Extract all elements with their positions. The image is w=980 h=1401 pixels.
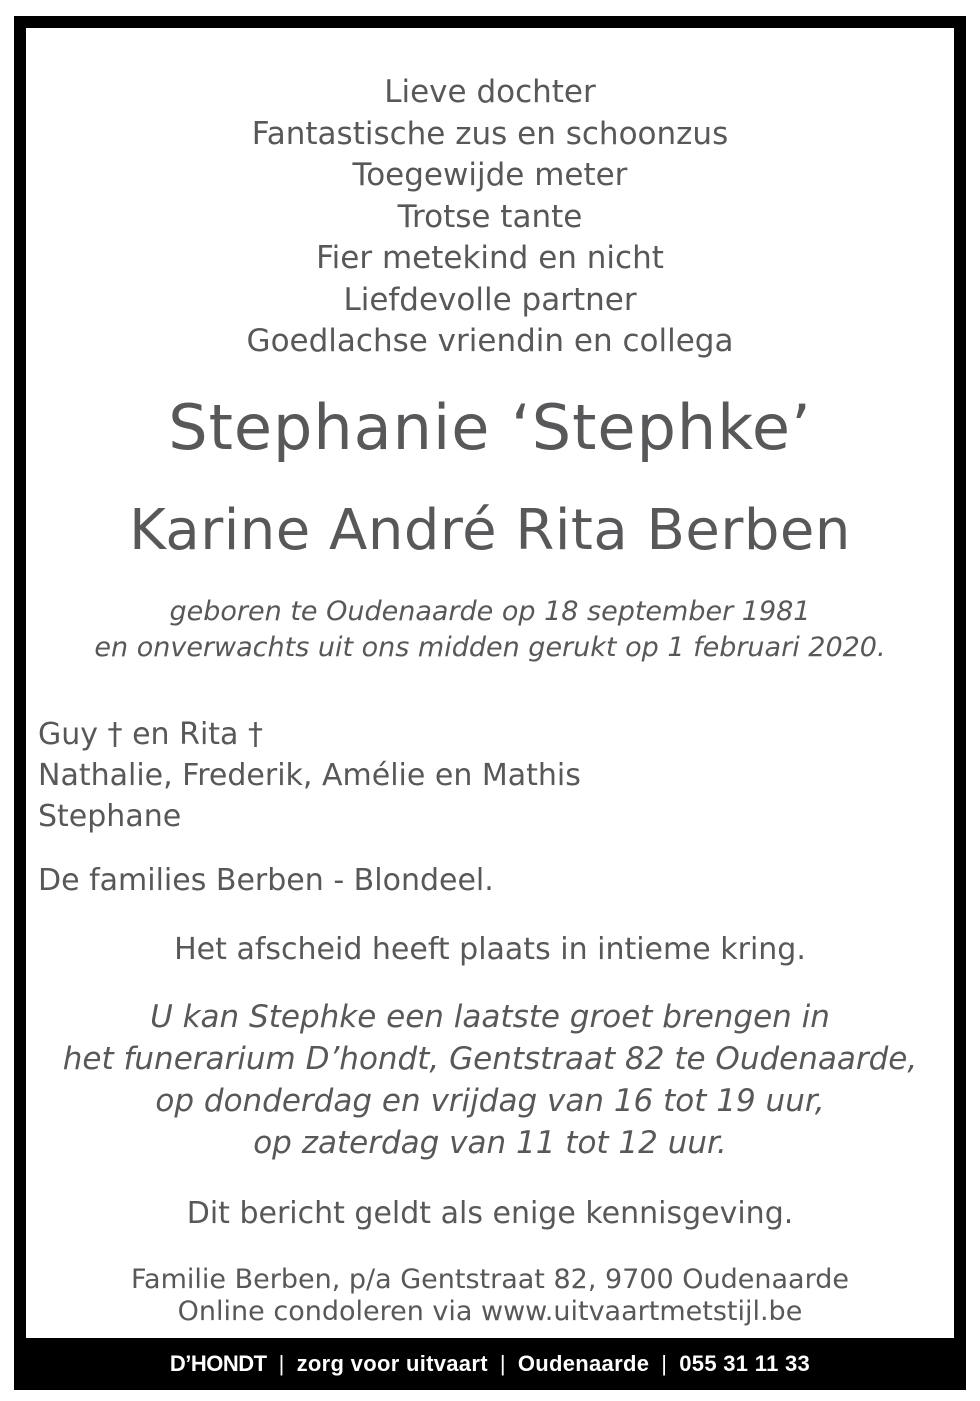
relation-line: Toegewijde meter [352, 157, 628, 193]
relation-line: Liefdevolle partner [343, 281, 637, 318]
notice-text: Dit bericht geldt als enige kennisgeving. [186, 1196, 794, 1231]
visit-line: op donderdag en vrijdag van 16 tot 19 uur, [155, 1083, 825, 1119]
footer-tagline: zorg voor uitvaart [296, 1351, 488, 1376]
farewell-text: Het afscheid heeft plaats in intieme kring. [174, 932, 806, 967]
family-line-siblings: Nathalie, Frederik, Amélie en Mathis [38, 758, 581, 793]
deceased-full-name: Karine André Rita Berben [129, 498, 851, 563]
footer-city: Oudenaarde [517, 1351, 650, 1376]
obituary-content [26, 28, 954, 1338]
visit-line: U kan Stephke een laatste groet brengen in [150, 999, 830, 1035]
relation-line: Lieve dochter [384, 74, 596, 110]
footer-phone[interactable]: 055 31 11 33 [679, 1351, 811, 1376]
relation-line: Fantastische zus en schoonzus [251, 115, 729, 152]
relation-line: Fier metekind en nicht [316, 240, 664, 276]
footer-separator: | [278, 1351, 285, 1376]
funeral-home-logo: D’HONDT [169, 1351, 267, 1376]
deceased-nickname: Stephanie ‘Stephke’ [168, 391, 812, 464]
obituary-frame [14, 16, 966, 1390]
contact-address: Familie Berben, p/a Gentstraat 82, 9700 Oudenaarde [131, 1264, 849, 1295]
relation-line: Goedlachse vriendin en collega [246, 323, 734, 359]
family-line-partner: Stephane [38, 799, 182, 834]
visitation-info [26, 996, 954, 1164]
relations-list [26, 72, 954, 363]
online-condolence-link[interactable]: Online condoleren via www.uitvaartmetstijl.be [177, 1296, 803, 1327]
funeral-home-footer [14, 1338, 966, 1390]
birth-line: geboren te Oudenaarde op 18 september 1981 [169, 596, 811, 627]
birth-death-info [26, 594, 954, 666]
relation-line: Trotse tante [397, 198, 583, 235]
footer-separator: | [661, 1351, 668, 1376]
footer-separator: | [499, 1351, 506, 1376]
families-line: De families Berben - Blondeel. [38, 863, 494, 898]
visit-line: op zaterdag van 11 tot 12 uur. [253, 1125, 727, 1161]
family-line-parents: Guy † en Rita † [38, 717, 263, 752]
death-line: en onverwachts uit ons midden gerukt op 1 februari 2020. [94, 632, 886, 663]
family-list [38, 714, 581, 837]
contact-info [26, 1264, 954, 1328]
visit-line: het funerarium D’hondt, Gentstraat 82 te Oudenaarde, [62, 1041, 918, 1077]
